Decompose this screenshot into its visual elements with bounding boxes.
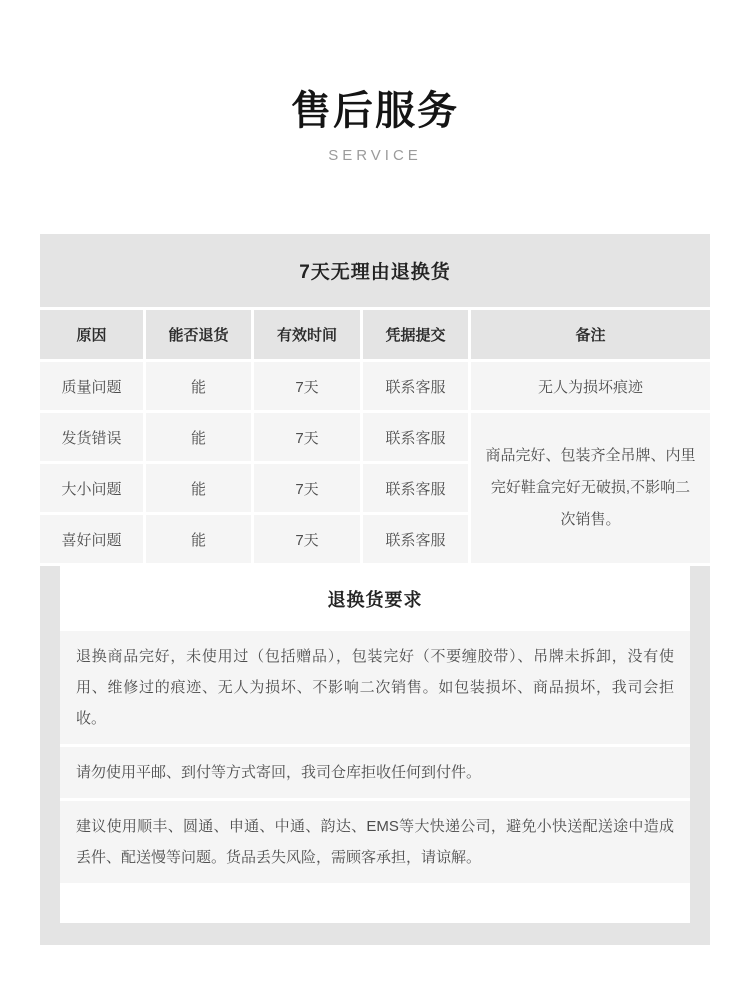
column-header-reason: 原因	[40, 310, 143, 359]
table-cell-reason: 大小问题	[40, 464, 143, 512]
table-cell-evidence: 联系客服	[363, 413, 468, 461]
returns-table	[40, 310, 710, 563]
table-cell-reason: 喜好问题	[40, 515, 143, 563]
table-cell-evidence: 联系客服	[363, 362, 468, 410]
requirements-box	[60, 566, 690, 923]
after-sales-panel	[40, 234, 710, 945]
table-cell-note: 无人为损坏痕迹	[471, 362, 710, 410]
column-header-evidence: 凭据提交	[363, 310, 468, 359]
table-cell-valid-period: 7天	[254, 413, 360, 461]
returns-table-title: 7天无理由退换货	[40, 234, 710, 307]
table-cell-returnable: 能	[146, 413, 251, 461]
requirement-paragraph-condition: 退换商品完好，未使用过（包括赠品），包装完好（不要缠胶带）、吊牌未拆卸，没有使用、维修过的痕迹、无人为损坏、不影响二次销售。如包装损坏、商品损坏，我司会拒收。	[60, 631, 690, 744]
table-cell-evidence: 联系客服	[363, 515, 468, 563]
requirement-paragraph-no-cod: 请勿使用平邮、到付等方式寄回，我司仓库拒收任何到付件。	[60, 747, 690, 798]
column-header-valid-period: 有效时间	[254, 310, 360, 359]
table-cell-valid-period: 7天	[254, 515, 360, 563]
table-cell-evidence: 联系客服	[363, 464, 468, 512]
table-cell-returnable: 能	[146, 464, 251, 512]
table-cell-reason: 质量问题	[40, 362, 143, 410]
table-cell-returnable: 能	[146, 515, 251, 563]
requirement-paragraph-courier: 建议使用顺丰、圆通、申通、中通、韵达、EMS等大快递公司，避免小快送配送途中造成丢件、配送慢等问题。货品丢失风险，需顾客承担，请谅解。	[60, 801, 690, 883]
column-header-note: 备注	[471, 310, 710, 359]
requirements-title: 退换货要求	[327, 590, 423, 610]
page-header	[0, 0, 750, 164]
table-cell-valid-period: 7天	[254, 464, 360, 512]
table-cell-valid-period: 7天	[254, 362, 360, 410]
table-cell-merged-note: 商品完好、包装齐全吊牌、内里完好鞋盒完好无破损,不影响二次销售。	[471, 413, 710, 563]
page-title: 售后服务	[291, 89, 459, 133]
table-cell-returnable: 能	[146, 362, 251, 410]
requirements-section	[40, 566, 710, 945]
page-subtitle: SERVICE	[328, 147, 422, 164]
table-cell-reason: 发货错误	[40, 413, 143, 461]
column-header-returnable: 能否退货	[146, 310, 251, 359]
